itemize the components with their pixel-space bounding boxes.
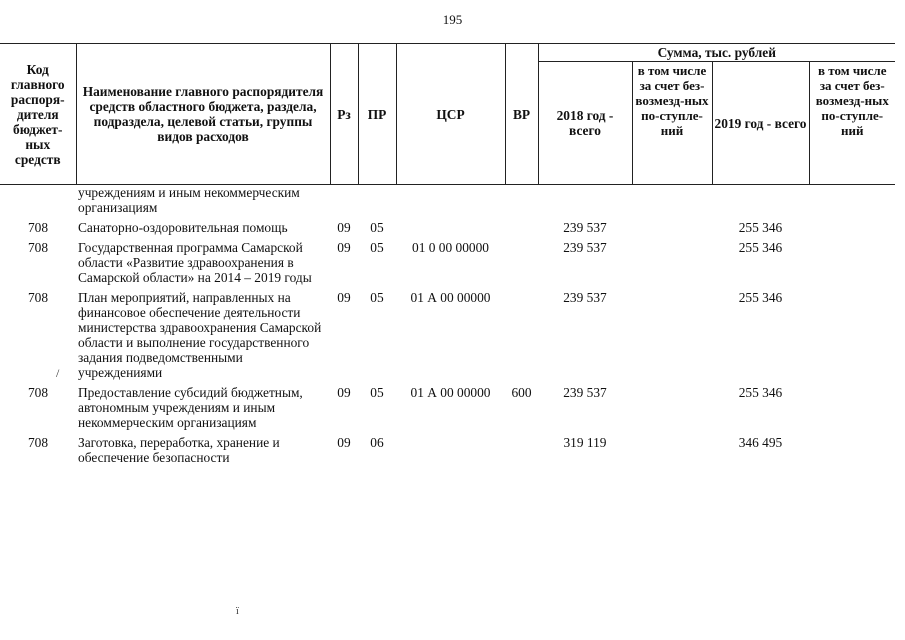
table-row xyxy=(0,220,895,240)
cell-2018-total: 319 119 xyxy=(563,435,607,450)
header-vr: ВР xyxy=(505,44,538,185)
cell-rz: 09 xyxy=(337,290,351,305)
cell-2018-free xyxy=(632,185,712,221)
cell-vr xyxy=(505,220,538,240)
cell-csr: 01 А 00 00000 xyxy=(410,385,491,400)
scan-mark: / xyxy=(56,366,60,380)
cell-2019-free xyxy=(809,385,895,435)
cell-pr xyxy=(358,185,396,221)
cell-2019-total: 255 346 xyxy=(738,220,783,235)
cell-vr xyxy=(505,185,538,221)
header-2019-free: в том числе за счет без-возмезд-ных по-ступле-ний xyxy=(809,62,895,185)
header-name: Наименование главного распорядителя средств областного бюджета, раздела, подраздела, целевой статьи, группы видов расходов xyxy=(76,44,330,185)
cell-code: 708 xyxy=(27,385,49,400)
cell-2019-total xyxy=(712,185,809,221)
cell-pr: 05 xyxy=(370,385,384,400)
cell-name: Предоставление субсидий бюджетным, автономным учреждениям и иным некоммерческим организациям xyxy=(78,385,303,430)
cell-csr xyxy=(396,220,505,240)
table-body xyxy=(0,185,895,471)
cell-vr: 600 xyxy=(511,385,532,400)
cell-vr xyxy=(505,435,538,470)
cell-pr: 05 xyxy=(370,240,384,255)
cell-2018-free xyxy=(632,220,712,240)
table-header xyxy=(0,44,895,185)
cell-name: учреждениям и иным некоммерческим организациям xyxy=(78,185,300,215)
cell-2018-free xyxy=(632,435,712,470)
cell-code: 708 xyxy=(27,290,49,305)
cell-csr xyxy=(396,435,505,470)
cell-vr xyxy=(505,290,538,385)
cell-csr: 01 А 00 00000 xyxy=(410,290,491,305)
cell-2018-free xyxy=(632,385,712,435)
cell-2018-total: 239 537 xyxy=(563,220,607,235)
cell-rz: 09 xyxy=(337,220,351,235)
header-pr: ПР xyxy=(358,44,396,185)
cell-2019-total: 346 495 xyxy=(738,435,783,450)
header-2018-total: 2018 год - всего xyxy=(538,62,632,185)
cell-rz: 09 xyxy=(337,240,351,255)
cell-name: План мероприятий, направленных на финансовое обеспечение деятельности министерства здравоохранения Самарской области и выполнение государственного задания подведомственными учреждениями xyxy=(78,290,322,380)
table-row xyxy=(0,290,895,385)
cell-2018-free xyxy=(632,240,712,290)
table-row xyxy=(0,385,895,435)
cell-2019-total: 255 346 xyxy=(738,240,783,255)
header-rz: Рз xyxy=(330,44,358,185)
header-2018-free: в том числе за счет без-возмезд-ных по-ступле-ний xyxy=(632,62,712,185)
cell-2019-free xyxy=(809,220,895,240)
page-number: 195 xyxy=(442,12,463,27)
cell-2019-free xyxy=(809,290,895,385)
cell-pr: 05 xyxy=(370,290,384,305)
cell-name: Государственная программа Самарской области «Развитие здравоохранения в Самарской области» на 2014 – 2019 годы xyxy=(78,240,312,285)
cell-2019-total: 255 346 xyxy=(738,290,783,305)
cell-2019-free xyxy=(809,435,895,470)
budget-table xyxy=(0,43,895,470)
cell-rz xyxy=(330,185,358,221)
cell-code: 708 xyxy=(27,220,49,235)
header-csr: ЦСР xyxy=(396,44,505,185)
cell-2019-total: 255 346 xyxy=(738,385,783,400)
header-2019-total: 2019 год - всего xyxy=(712,62,809,185)
cell-code xyxy=(0,185,76,221)
header-sum-group: Сумма, тыс. рублей xyxy=(538,44,895,62)
cell-name: Заготовка, переработка, хранение и обеспечение безопасности xyxy=(78,435,280,465)
cell-rz: 09 xyxy=(337,385,351,400)
cell-csr: 01 0 00 00000 xyxy=(412,240,489,255)
cell-2019-free xyxy=(809,240,895,290)
cell-rz: 09 xyxy=(337,435,351,450)
cell-2018-total xyxy=(538,185,632,221)
cell-2018-free xyxy=(632,290,712,385)
cell-pr: 06 xyxy=(370,435,384,450)
cell-pr: 05 xyxy=(370,220,384,235)
cell-code: 708 xyxy=(27,240,49,255)
cell-2018-total: 239 537 xyxy=(563,240,607,255)
cell-code: 708 xyxy=(27,435,49,450)
cell-name: Санаторно-оздоровительная помощь xyxy=(78,220,288,235)
table-row xyxy=(0,185,895,221)
cell-2018-total: 239 537 xyxy=(563,385,607,400)
table-row xyxy=(0,435,895,470)
table-row xyxy=(0,240,895,290)
cell-vr xyxy=(505,240,538,290)
header-code: Код главного распоря-дителя бюджет-ных средств xyxy=(0,44,76,185)
cell-2018-total: 239 537 xyxy=(563,290,607,305)
cell-csr xyxy=(396,185,505,221)
scan-mark: ї xyxy=(236,606,239,617)
cell-2019-free xyxy=(809,185,895,221)
